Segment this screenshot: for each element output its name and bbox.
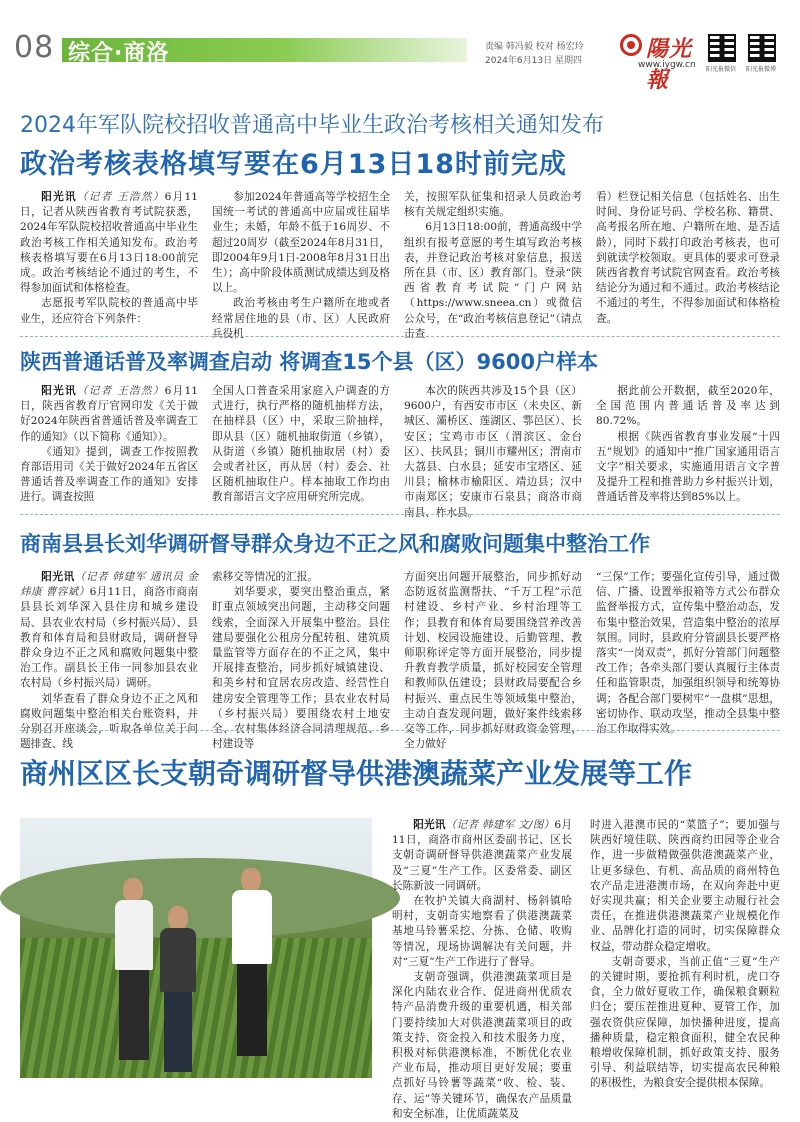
byline-note: （记者 韩建军 通讯员 金炜康 曹容斌） [20,571,198,599]
byline-note: （记者 王浩然） [76,385,165,397]
article4-photo [20,818,372,1076]
divider [20,336,780,337]
qr-code-icon [748,34,776,62]
section-name: 综合·商洛 [68,41,170,66]
article3-column-4 [596,570,780,736]
divider [20,730,780,731]
qr-caption-wechat: 阳光报微信 [706,66,737,73]
paper-logo [620,32,700,93]
paragraph: 全国人口普查采用家庭入户调查的方式进行，执行严格的随机抽样方法，在抽样县（区）中，采取三阶抽样，即从县（区）随机抽取街道（乡镇），从街道（乡镇）随机抽取居（村）委会或者社区，再从居（村）委会、社区随机抽取住户。样本抽取工作均由教育部语言文字应用研究所完成。 [212,385,390,504]
qr-caption-weibo: 阳光报微博 [746,66,777,73]
article3-column-2 [212,570,390,751]
article1-column-3 [404,190,582,340]
paragraph: 刘华要求，要突出整治重点，紧盯重点领域突出问题，主动移交问题线索，全面深入开展集中整治。县住建局要强化公租房分配转租、建筑质量监管等方面存在的不正之风，集中开展排查整治，同步抓好城镇建设、和美乡村和宜居农房改造、经营性自建房安全管理等工作；县农业农村局（乡村振兴局）要围绕农村土地安全、农村集体经济合同清理规范、乡村建设等 [212,586,390,751]
article2-headline: 陕西普通话普及率调查启动 将调查15个县（区）9600户样本 [20,350,598,374]
paragraph: 6月13日18:00前，普通高级中学组织有报考意愿的考生填写政治考核表，并登记政治考核对象信息，报送所在县（市、区）教育部门。登录“陕西省教育考试院”门户网站（https://www.sneea.cn）或微信公众号，在“政治考核信息登记”（请点击查 [404,221,582,340]
date-line: 2024年6月13日 星期四 [485,56,582,66]
paragraph: 参加2024年普通高等学校招生全国统一考试的普通高中应届或往届毕业生；未婚，年龄不低于16周岁、不超过20周岁（截至2024年8月31日，即2004年9月1日-2008年8月31日出生）；高中阶段体质测试成绩达到及格以上。 [212,191,390,295]
paragraph: 志愿报考军队院校的普通高中毕业生，还应符合下列条件： [20,297,198,325]
paragraph: 支朝奇要求，当前正值“三夏”生产的关键时期，要抢抓有利时机，虎口夺食，全力做好夏收工作，确保粮食颗粒归仓；要压茬推进夏种、夏管工作，加强农资供应保障，加快播种进度，提高播种质量，稳定粮食面积，健全农民种粮增收保障机制，抓好政策支持、服务引导、利益联结等，切实提高农民种粮的积极性，为粮食安全提供根本保障。 [590,955,780,1090]
paragraph: 《通知》提到，调查工作按照教育部语用司《关于做好2024年五省区普通话普及率调查工作的通知》安排进行。调查按照 [20,445,198,504]
byline-note: （记者 韩建军 文/图） [445,819,555,831]
article4-headline: 商州区区长支朝奇调研督导供港澳蔬菜产业发展等工作 [20,757,693,790]
article3-column-1: 阳光讯（记者 韩建军 通讯员 金炜康 曹容斌）6月11日，商洛市商南县县长刘华深入县住房和城乡建设局、县农业农村局（乡村振兴局）、县教育和体育局和县财政局，调研督导群众身边不正之风和腐败问题集中整治工作。副县长王伟一同参加县农业农村局（乡村振兴局）调研。 刘华查看了群众身边不正之风和腐败问题集中整治相关台账资料，并分别召开座谈会，听取各单位关于问题排查、线 [20,570,198,722]
article4-column-1: 阳光讯（记者 韩建军 文/图）6月11日，商洛市商州区委副书记、区长支朝奇调研督导供港澳蔬菜产业发展及“三夏”生产工作。区委常委、副区长陈新波一同调研。 在牧护关镇大商湖村、杨斜镇哈明村，支朝奇实地察看了供港澳蔬菜基地马铃薯采挖、分拣、仓储、收购等情况，现场协调解决有关问题，并对“三夏”生产工作进行了督导。 支朝奇强调，供港澳蔬菜项目是深化内陆农业合作、促进商州优质农特产品消费升级的重要机遇，相关部门要持续加大对供港澳蔬菜项目的政策支持、资金投入和技术服务力度，积极对标供港澳标准，不断优化农业产业布局，推动项目更好发展；要重点抓好马铃薯等蔬菜“收、检、装、存、运”等关键环节，确保农产品质量和安全标准，让优质蔬菜及 [392,818,572,1078]
paragraph: 方面突出问题开展整治，同步抓好动态防返贫监测帮扶、“千万工程”示范村建设、乡村产业、乡村治理等工作；县教育和体育局要围绕营养改善计划、校园设施建设、后勤管理、教师职称评定等方面开展整治，同步提升教育教学质量，抓好校园安全管理和教师队伍建设；县财政局要配合乡村振兴、重点民生等领域集中整治，主动自查发现问题，做好案件线索移交等工作，同步抓好财政资金管理，全力做好 [404,571,582,751]
paragraph: 据此前公开数据，截至2020年，全国范围内普通话普及率达到80.72%。 [596,385,780,428]
paragraph: 政治考核由考生户籍所在地或者经常居住地的县（市、区）人民政府兵役机 [212,297,390,340]
paragraph: 时进入港澳市民的“菜篮子”；要加强与陕西好境佳联、陕西商约田园等企业合作，进一步做精做强供港澳蔬菜产业，让更多绿色、有机、高品质的商州特色农产品走进港澳市场，在双向奔赴中更好实现共赢；相关企业要主动履行社会责任，在推进供港澳蔬菜产业规模化作业、品牌化打造的同时，切实保障群众权益，带动群众稳定增收。 [590,819,780,953]
byline: 阳光讯 [41,571,75,583]
article2-column-4 [596,384,780,506]
paragraph: 刘华查看了群众身边不正之风和腐败问题集中整治相关台账资料，并分别召开座谈会，听取各单位关于问题排查、线 [20,692,198,751]
article1-kicker: 2024年军队院校招收普通高中毕业生政治考核相关通知发布 [20,113,604,138]
paragraph: 索移交等情况的汇报。 [212,571,318,583]
article3-column-3 [404,570,582,751]
paper-name: 陽光報 [646,36,693,93]
paragraph: 本次的陕西共涉及15个县（区）9600户，有西安市市区（未央区、新城区、灞桥区、莲湖区、鄠邑区）、长安区；宝鸡市市区（渭滨区、金台区）、扶风县；铜川市耀州区；渭南市大荔县、白水县；延安市宝塔区、延川县；榆林市榆阳区、靖边县；汉中市南郑区；安康市石泉县；商洛市商南县、柞水县。 [404,385,582,519]
editors-line: 责编 韩冯毅 校对 杨宏玲 [485,42,584,52]
article3-headline: 商南县县长刘华调研督导群众身边不正之风和腐败问题集中整治工作 [20,532,650,556]
photo-field [20,938,372,1078]
website: www.iygw.cn [638,60,696,70]
divider [20,514,780,515]
page-number: 08 [14,30,55,65]
sun-seal-icon [620,34,642,56]
paragraph: 根据《陕西省教育事业发展“十四五”规划》的通知中“推广国家通用语言文字”相关要求，实施通用语言文字普及提升工程和推普助力乡村振兴计划，普通话普及率将达到85%以上。 [596,430,780,504]
byline: 阳光讯 [413,819,446,831]
article2-column-2 [212,384,390,506]
article1-column-4 [596,190,780,326]
article2-column-3 [404,384,582,519]
article1-column-1: 阳光讯（记者 王浩然）6月11日，记者从陕西省教育考试院获悉，2024年军队院校招收普通高中毕业生政治考核工作相关通知发布。政治考核表格填写要在6月13日18:00前完成。政治考核结论不通过的考生，不得参加面试和体格检查。 志愿报考军队院校的普通高中毕业生，还应符合下列条件： [20,190,198,326]
article2-column-1: 阳光讯（记者 王浩然）6月11日，陕西省教育厅官网印发《关于做好2024年陕西省普通话普及率调查工作的通知》（以下简称《通知》）。 《通知》提到，调查工作按照教育部语用司《关于做好2024年五省区普通话普及率调查工作的通知》安排进行。调查按照 [20,384,198,506]
paragraph: 关，按照军队征集和招录人员政治考核有关规定组织实施。 [404,191,582,219]
paragraph: “三保”工作；要强化宣传引导，通过微信、广播、设置举报箱等方式公布群众监督举报方式，宣传集中整治动态，发布集中整治效果，营造集中整治的浓厚氛围。同时，县政府分管副县长要严格落实“一岗双责”，抓好分管部门问题整改工作；各牵头部门要认真履行主体责任和监管职责，加强组织领导和统筹协调；各配合部门要树牢“一盘棋”思想，密切协作、联动攻坚，推动全县集中整治工作取得实效。 [596,571,780,736]
photo-hill [0,858,400,938]
article1-column-2 [212,190,390,340]
edition-info [485,40,584,68]
article4-column-2 [590,818,780,1090]
masthead [0,0,800,93]
paragraph: 支朝奇强调，供港澳蔬菜项目是深化内陆农业合作、促进商州优质农特产品消费升级的重要机遇，相关部门要持续加大对供港澳蔬菜项目的政策支持、资金投入和技术服务力度，积极对标供港澳标准，不断优化农业产业布局，推动项目更好发展；要重点抓好马铃薯等蔬菜“收、检、装、存、运”等关键环节，确保农产品质量和安全标准，让优质蔬菜及 [392,971,572,1120]
byline-note: （记者 王浩然） [76,191,165,203]
paragraph: 看）栏登记相关信息（包括姓名、出生时间、身份证号码、学校名称、籍贯、高考报名所在地、户籍所在地、是否适龄），同时下载打印政治考核表，也可到就读学校领取。更具体的要求可登录陕西省教育考试院官网查看。政治考核结论分为通过和不通过。政治考核结论不通过的考生，不得参加面试和体格检查。 [596,191,780,325]
article1-headline: 政治考核表格填写要在6月13日18时前完成 [20,149,567,180]
qr-code-icon [708,34,736,62]
byline: 阳光讯 [41,385,77,397]
byline: 阳光讯 [41,191,77,203]
paragraph: 在牧护关镇大商湖村、杨斜镇哈明村，支朝奇实地察看了供港澳蔬菜基地马铃薯采挖、分拣、仓储、收购等情况，现场协调解决有关问题，并对“三夏”生产工作进行了督导。 [392,895,572,968]
